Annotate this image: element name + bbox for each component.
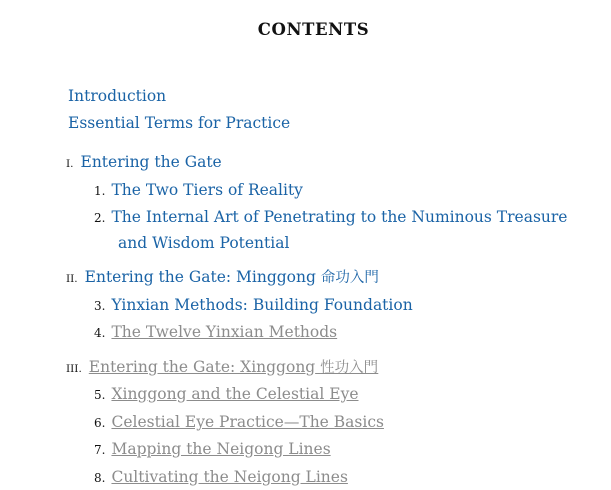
toc-chapter-4[interactable] <box>94 322 337 343</box>
toc-link-essential-terms[interactable]: Essential Terms for Practice <box>68 114 291 132</box>
chapter-number: 3. <box>94 299 106 313</box>
toc-chapter-7[interactable] <box>94 439 331 460</box>
toc-part-1[interactable] <box>66 152 222 174</box>
contents-heading: CONTENTS <box>257 20 370 39</box>
toc-chapter-2-continuation[interactable] <box>118 233 289 253</box>
toc-part-3[interactable] <box>66 357 378 379</box>
toc-link-introduction[interactable]: Introduction <box>68 87 167 105</box>
toc-chapter-3[interactable] <box>94 295 413 316</box>
toc-link-part-3[interactable] <box>89 358 378 376</box>
toc-link-chapter-3[interactable]: Yinxian Methods: Building Foundation <box>111 296 413 314</box>
toc-link-part-2[interactable] <box>85 268 379 286</box>
part-2-cjk: 命功入門 <box>320 270 379 286</box>
toc-link-part-1[interactable]: Entering the Gate <box>80 153 222 171</box>
toc-entry-essential-terms[interactable] <box>68 113 290 133</box>
chapter-number: 8. <box>94 471 106 485</box>
chapter-number: 2. <box>94 211 106 225</box>
toc-link-chapter-1[interactable]: The Two Tiers of Reality <box>111 181 303 199</box>
chapter-number: 4. <box>94 326 106 340</box>
toc-chapter-6[interactable] <box>94 412 384 433</box>
part-numeral: III. <box>66 363 82 375</box>
toc-chapter-1[interactable] <box>94 180 303 201</box>
chapter-number: 6. <box>94 416 106 430</box>
toc-link-chapter-6[interactable]: Celestial Eye Practice—The Basics <box>111 413 384 431</box>
chapter-number: 5. <box>94 388 106 402</box>
part-2-label: Entering the Gate: Minggong <box>84 268 316 286</box>
toc-link-chapter-4[interactable]: The Twelve Yinxian Methods <box>111 323 338 341</box>
toc-entry-introduction[interactable] <box>68 86 166 106</box>
part-3-label: Entering the Gate: Xinggong <box>88 358 316 376</box>
toc-link-chapter-2-cont[interactable]: and Wisdom Potential <box>118 234 290 252</box>
toc-link-chapter-8[interactable]: Cultivating the Neigong Lines <box>111 468 348 486</box>
part-numeral: I. <box>66 158 74 170</box>
chapter-number: 1. <box>94 184 106 198</box>
toc-chapter-8[interactable] <box>94 467 348 488</box>
toc-link-chapter-5[interactable]: Xinggong and the Celestial Eye <box>111 385 359 403</box>
toc-part-2[interactable] <box>66 267 379 289</box>
part-3-cjk: 性功入門 <box>320 360 379 376</box>
toc-link-chapter-7[interactable]: Mapping the Neigong Lines <box>111 440 331 458</box>
toc-chapter-2[interactable] <box>94 207 567 228</box>
toc-link-chapter-2[interactable]: The Internal Art of Penetrating to the Numinous Treasure <box>111 208 568 226</box>
toc-chapter-5[interactable] <box>94 384 359 405</box>
part-numeral: II. <box>66 273 78 285</box>
chapter-number: 7. <box>94 443 106 457</box>
